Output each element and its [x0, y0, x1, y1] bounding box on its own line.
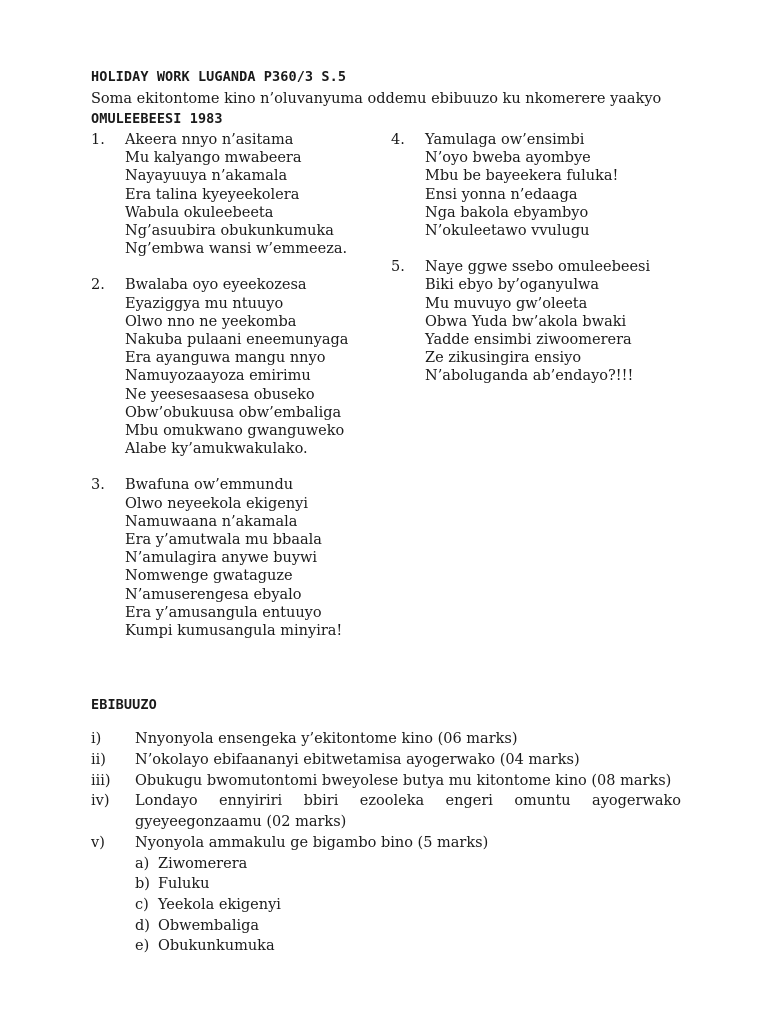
- question-number: i): [91, 731, 102, 748]
- poem-stanza: [391, 258, 681, 385]
- question-number: iv): [91, 793, 110, 810]
- sub-question-text: Obukunkumuka: [158, 938, 275, 955]
- stanza-lines: [125, 131, 347, 258]
- question-item: [91, 791, 681, 832]
- sub-question-item: [135, 854, 681, 875]
- sub-question-text: Fuluku: [158, 876, 210, 893]
- question-text: Obukugu bwomutontomi bweyolese butya mu kitontome kino (08 marks): [135, 772, 672, 789]
- sub-question-item: [135, 874, 681, 895]
- poem-line: N’okuleetawo vvulugu: [425, 223, 590, 240]
- question-text-block: [135, 791, 681, 832]
- poem-line: Kumpi kumusangula minyira!: [125, 623, 343, 640]
- stanza-number: 3.: [91, 477, 105, 494]
- document-page: [91, 68, 681, 957]
- poem-stanza: [91, 131, 391, 258]
- sub-question-letter: c): [135, 896, 149, 913]
- poem-line: Mu muvuyo gw’oleeta: [425, 295, 588, 312]
- poem-line: Eyaziggya mu ntuuyo: [125, 295, 284, 312]
- poem-stanza: [91, 476, 391, 640]
- poem-line: Olwo neyeekola ekigenyi: [125, 495, 308, 512]
- poem-line: Ng’embwa wansi w’emmeeza.: [125, 241, 348, 258]
- poem-line: Yamulaga ow’ensimbi: [425, 132, 585, 148]
- question-text: Nyonyola ammakulu ge bigambo bino (5 marks): [135, 834, 489, 851]
- question-item: [91, 833, 681, 854]
- poem-columns: [91, 131, 681, 658]
- sub-question-item: [135, 936, 681, 957]
- poem-line: Obwa Yuda bw’akola bwaki: [425, 313, 627, 330]
- poem-line: Ng’asuubira obukunkumuka: [125, 223, 334, 240]
- stanza-number: 5.: [391, 259, 405, 276]
- poem-line: Namuwaana n’akamala: [125, 513, 298, 530]
- poem-line: Mbu omukwano gwanguweko: [125, 423, 345, 440]
- question-number: iii): [91, 772, 111, 789]
- sub-question-text: Yeekola ekigenyi: [158, 896, 281, 913]
- poem-line: Alabe ky’amukwakulako.: [125, 441, 308, 458]
- poem-line: Nomwenge gwataguze: [125, 568, 293, 585]
- poem-column-left: [91, 131, 391, 658]
- stanza-number: 2.: [91, 277, 105, 294]
- question-list: [91, 729, 681, 957]
- sub-question-text: Ziwomerera: [158, 855, 248, 872]
- question-text: N’okolayo ebifaananyi ebitwetamisa ayogerwako (04 marks): [135, 751, 580, 768]
- sub-question-item: [135, 916, 681, 937]
- poem-line: Ne yeesesaasesa obuseko: [125, 386, 315, 403]
- poem-stanza: [91, 276, 391, 458]
- poem-line: Olwo nno ne yeekomba: [125, 313, 297, 330]
- question-text: Nnyonyola ensengeka y’ekitontome kino (06 marks): [135, 731, 518, 748]
- poem-line: Obw’obukuusa obw’embaliga: [125, 404, 342, 421]
- poem-line: Bwalaba oyo eyeekozesa: [125, 277, 307, 294]
- poem-column-right: [391, 131, 681, 658]
- poem-line: Wabula okuleebeeta: [125, 204, 274, 221]
- poem-line: Era ayanguwa mangu nnyo: [125, 350, 326, 367]
- poem-title: OMULEEBEESI 1983: [91, 111, 223, 127]
- poem-line: Naye ggwe ssebo omuleebeesi: [425, 259, 651, 276]
- poem-line: Namuyozaayoza emirimu: [125, 368, 311, 385]
- sub-question-item: [135, 895, 681, 916]
- stanza-number: 1.: [91, 132, 105, 148]
- sub-question-letter: b): [135, 876, 150, 893]
- stanza-lines: [125, 276, 348, 458]
- poem-line: N’amulagira anywe buywi: [125, 550, 318, 567]
- sub-question-letter: e): [135, 938, 150, 955]
- question-number: v): [91, 834, 105, 851]
- poem-line: Era y’amutwala mu bbaala: [125, 532, 322, 549]
- question-text-line: gyeyeegonzaamu (02 marks): [135, 814, 347, 831]
- instruction-text: Soma ekitontome kino n’oluvanyuma oddemu ebibuuzo ku nkomerere yaakyo: [91, 91, 662, 107]
- poem-line: N’amuserengesa ebyalo: [125, 586, 302, 603]
- question-item: [91, 750, 681, 771]
- sub-question-letter: a): [135, 855, 150, 872]
- poem-line: Era talina kyeyeekolera: [125, 186, 300, 203]
- poem-line: Nga bakola ebyambyo: [425, 204, 589, 221]
- poem-line: Era y’amusangula entuuyo: [125, 604, 322, 621]
- poem-line: N’aboluganda ab’endayo?!!!: [425, 368, 634, 385]
- poem-line: Bwafuna ow’emmundu: [125, 477, 294, 494]
- question-text-line: Londayo ennyiriri bbiri ezooleka engeri omuntu ayogerwako: [135, 793, 681, 810]
- question-item: [91, 771, 681, 792]
- sub-question-text: Obwembaliga: [158, 917, 260, 934]
- poem-line: Yadde ensimbi ziwoomerera: [425, 332, 632, 349]
- stanza-lines: [425, 131, 618, 240]
- stanza-lines: [425, 258, 650, 385]
- poem-line: N’oyo bweba ayombye: [425, 150, 591, 167]
- poem-line: Ensi yonna n’edaaga: [425, 186, 578, 203]
- stanza-number: 4.: [391, 132, 405, 148]
- question-number: ii): [91, 751, 106, 768]
- question-item: [91, 729, 681, 750]
- poem-line: Ze zikusingira ensiyo: [425, 350, 582, 367]
- page-heading: HOLIDAY WORK LUGANDA P360/3 S.5: [91, 69, 347, 85]
- poem-line: Mbu be bayeekera fuluka!: [425, 168, 619, 185]
- poem-line: Akeera nnyo n’asitama: [125, 132, 294, 148]
- sub-question-list: [135, 854, 681, 958]
- questions-heading: EBIBUUZO: [91, 697, 157, 714]
- sub-question-letter: d): [135, 917, 150, 934]
- poem-line: Nayayuuya n’akamala: [125, 168, 288, 185]
- poem-line: Mu kalyango mwabeera: [125, 150, 302, 167]
- poem-line: Nakuba pulaani eneemunyaga: [125, 332, 349, 349]
- poem-line: Biki ebyo by’oganyulwa: [425, 277, 600, 294]
- stanza-lines: [125, 476, 342, 640]
- poem-stanza: [391, 131, 681, 240]
